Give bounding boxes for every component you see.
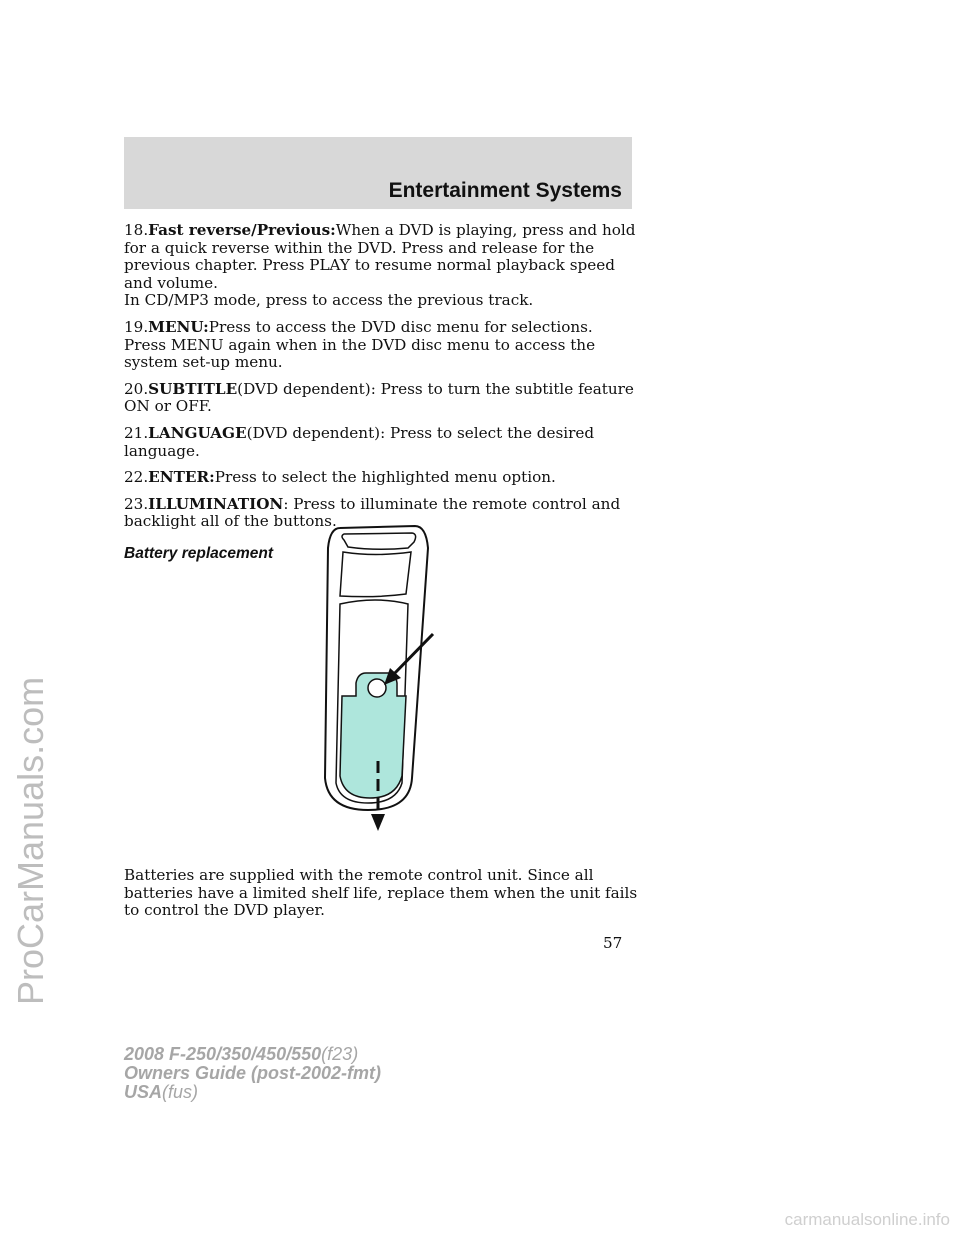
footer-line-3 (124, 1083, 381, 1102)
remote-top-panel (342, 533, 416, 549)
remote-control-illustration (300, 518, 470, 838)
slide-arrow-head (371, 814, 385, 831)
item-label: LANGUAGE (148, 423, 247, 442)
item-19 (124, 319, 639, 372)
section-title: Entertainment Systems (388, 179, 622, 202)
footer-region: USA (124, 1082, 163, 1102)
side-watermark: ProCarManuals.com (10, 676, 51, 1005)
header-band (124, 137, 632, 209)
body-paragraph: Batteries are supplied with the remote control unit. Since all batteries have a limited shelf life, replace them when the unit fails to control the DVD player. (124, 866, 638, 920)
footer-guide: Owners Guide (post-2002-fmt) (124, 1063, 382, 1083)
footer-region-code: (fus) (162, 1082, 199, 1102)
item-label: ENTER: (148, 468, 215, 487)
footer-model-code: (f23) (321, 1044, 359, 1064)
item-text: Press to select the highlighted menu option. (214, 468, 556, 487)
footer-model: 2008 F-250/350/450/550 (124, 1044, 322, 1064)
bottom-watermark: carmanualsonline.info (784, 1210, 950, 1229)
item-label: ILLUMINATION (148, 494, 284, 513)
remote-control-figure (300, 518, 470, 838)
item-21 (124, 425, 639, 460)
item-text: Press to access the DVD disc menu for selections. Press MENU again when in the DVD disc menu to access the system set-up menu. (124, 317, 596, 372)
item-extra: In CD/MP3 mode, press to access the previous track. (124, 291, 534, 310)
item-label: Fast reverse/Previous: (148, 221, 336, 239)
item-text: (DVD dependent): Press to select the desired language. (124, 423, 595, 460)
item-text: : Press to illuminate the remote control and backlight all of the buttons. (124, 494, 621, 531)
release-tab (368, 679, 386, 697)
footer-line-1 (124, 1045, 381, 1064)
item-number: 23. (124, 494, 149, 513)
remote-upper-panel (340, 552, 411, 597)
page-number: 57 (603, 934, 623, 952)
section-heading: Battery replacement (124, 544, 274, 562)
item-20 (124, 381, 639, 416)
item-number: 21. (124, 423, 149, 442)
item-text: (DVD dependent): Press to turn the subtitle feature ON or OFF. (124, 379, 634, 416)
item-number: 22. (124, 468, 149, 487)
content (124, 222, 639, 563)
item-number: 20. (124, 379, 149, 398)
footer (124, 1045, 381, 1102)
item-number: 19. (124, 317, 149, 336)
item-18 (124, 222, 639, 310)
item-text: When a DVD is playing, press and hold for a quick reverse within the DVD. Press and release for the previous chapter. Press PLAY to resume normal playback speed and volume. (124, 221, 636, 292)
item-number: 18. (124, 221, 149, 239)
item-label: MENU: (148, 317, 209, 336)
item-22 (124, 469, 639, 487)
item-label: SUBTITLE (148, 379, 238, 398)
